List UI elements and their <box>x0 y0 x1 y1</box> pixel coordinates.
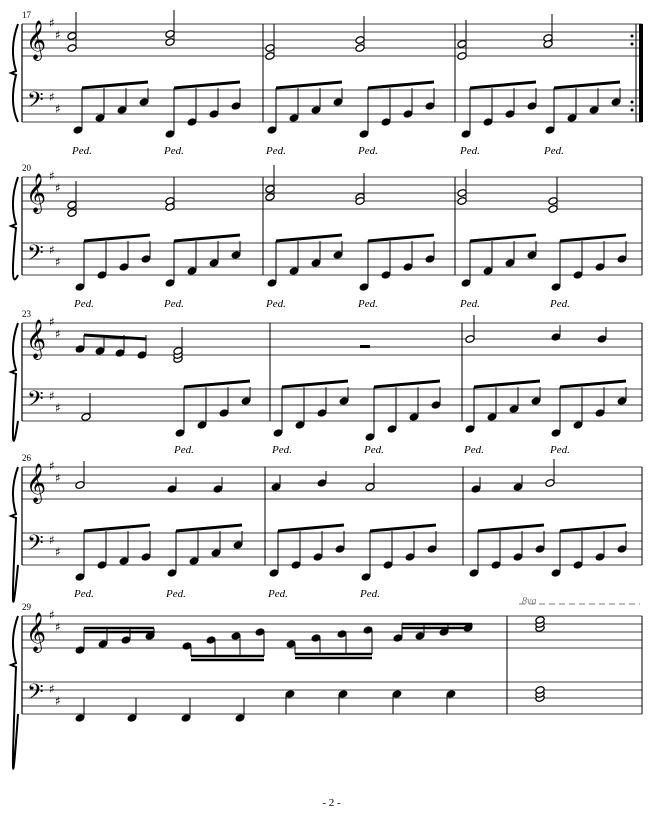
bass-clef: 𝄢 <box>27 680 44 710</box>
measure-number-29: 29 <box>22 602 31 612</box>
pedal-mark: Ped. <box>544 145 564 157</box>
repeat-dot <box>631 109 634 112</box>
pedal-mark: Ped. <box>550 444 570 456</box>
key-sharp-c: ♯ <box>55 181 61 195</box>
key-sharp-c: ♯ <box>55 620 61 634</box>
pedal-mark: Ped. <box>358 145 378 157</box>
pedal-mark: Ped. <box>266 298 286 310</box>
beam <box>374 381 440 387</box>
pedal-mark: Ped. <box>360 588 380 600</box>
bass-clef: 𝄢 <box>27 241 44 271</box>
beam <box>174 235 240 241</box>
measure-number-26: 26 <box>22 453 31 463</box>
pedal-mark: Ped. <box>358 298 378 310</box>
beam <box>474 381 540 387</box>
measure-number-20: 20 <box>22 163 31 173</box>
key-sharp-c: ♯ <box>55 545 61 559</box>
beam <box>184 381 250 387</box>
pedal-mark: Ped. <box>460 145 480 157</box>
pedal-mark: Ped. <box>74 588 94 600</box>
page-number: - 2 - <box>322 797 341 809</box>
beam <box>174 82 240 88</box>
treble-clef: 𝄞 <box>26 319 47 359</box>
pedal-mark: Ped. <box>272 444 292 456</box>
key-sharp-c: ♯ <box>55 401 61 415</box>
system-brace <box>11 323 18 441</box>
beam <box>554 82 620 88</box>
pedal-mark: Ped. <box>550 298 570 310</box>
key-sharp-f: ♯ <box>49 682 55 696</box>
key-sharp-f: ♯ <box>49 389 55 403</box>
beam <box>84 335 146 339</box>
pedal-mark: Ped. <box>72 145 92 157</box>
beam <box>560 525 626 531</box>
system-brace <box>11 177 18 280</box>
treble-clef: 𝄞 <box>26 20 47 60</box>
half-rest <box>360 345 370 348</box>
beam <box>368 82 434 88</box>
key-sharp-f: ♯ <box>49 608 55 622</box>
measure-number-23: 23 <box>22 309 31 319</box>
key-sharp-f: ♯ <box>49 169 55 183</box>
system-brace <box>11 24 18 122</box>
beam <box>470 235 536 241</box>
pedal-mark: Ped. <box>266 145 286 157</box>
repeat-dot <box>631 43 634 46</box>
pedal-mark: Ped. <box>164 145 184 157</box>
beam <box>370 525 436 531</box>
key-sharp-c: ♯ <box>55 327 61 341</box>
key-sharp-f: ♯ <box>49 459 55 473</box>
bass-clef: 𝄢 <box>27 88 44 118</box>
beam <box>276 82 342 88</box>
pedal-mark: Ped. <box>166 588 186 600</box>
pedal-mark: Ped. <box>74 298 94 310</box>
pedal-mark: Ped. <box>364 444 384 456</box>
bass-clef: 𝄢 <box>27 387 44 417</box>
system-brace <box>11 467 18 602</box>
beam <box>478 525 544 531</box>
key-sharp-f: ♯ <box>49 315 55 329</box>
pedal-mark: Ped. <box>460 298 480 310</box>
end-repeat-thick <box>639 24 643 122</box>
pedal-mark: Ped. <box>464 444 484 456</box>
bass-clef: 𝄢 <box>27 531 44 561</box>
beam <box>560 381 626 387</box>
beam <box>278 525 344 531</box>
beam <box>470 82 536 88</box>
pedal-mark: Ped. <box>174 444 194 456</box>
beam <box>176 525 242 531</box>
beam <box>282 381 348 387</box>
beam <box>82 82 148 88</box>
key-sharp-f: ♯ <box>49 90 55 104</box>
beam <box>84 525 150 531</box>
treble-clef: 𝄞 <box>26 463 47 503</box>
ottava-mark: 8va <box>522 596 537 607</box>
key-sharp-c: ♯ <box>55 694 61 708</box>
repeat-dot <box>631 35 634 38</box>
key-sharp-f: ♯ <box>49 16 55 30</box>
key-sharp-c: ♯ <box>55 102 61 116</box>
beam <box>560 235 626 241</box>
key-sharp-c: ♯ <box>55 255 61 269</box>
pedal-mark: Ped. <box>268 588 288 600</box>
measure-number-17: 17 <box>22 10 31 20</box>
key-sharp-c: ♯ <box>55 471 61 485</box>
system-brace <box>11 616 18 769</box>
beam <box>84 235 150 241</box>
treble-clef: 𝄞 <box>26 612 47 652</box>
beam <box>368 235 434 241</box>
beam <box>276 235 342 241</box>
key-sharp-f: ♯ <box>49 533 55 547</box>
treble-clef: 𝄞 <box>26 173 47 213</box>
key-sharp-f: ♯ <box>49 243 55 257</box>
pedal-mark: Ped. <box>164 298 184 310</box>
repeat-dot <box>631 101 634 104</box>
key-sharp-c: ♯ <box>55 28 61 42</box>
